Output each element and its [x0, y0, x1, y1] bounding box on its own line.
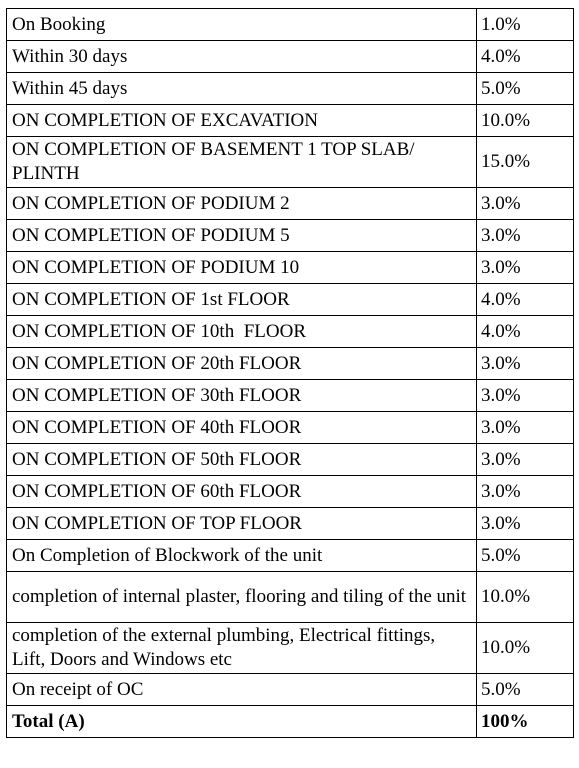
stage-cell: On receipt of OC	[7, 674, 477, 706]
payment-schedule-table	[6, 8, 574, 738]
percent-cell: 3.0%	[477, 412, 574, 444]
stage-cell: Within 30 days	[7, 41, 477, 73]
table-row	[7, 444, 574, 476]
percent-cell: 3.0%	[477, 444, 574, 476]
table-row	[7, 220, 574, 252]
percent-cell: 3.0%	[477, 220, 574, 252]
table-row	[7, 508, 574, 540]
percent-cell: 5.0%	[477, 73, 574, 105]
stage-cell: ON COMPLETION OF 50th FLOOR	[7, 444, 477, 476]
table-row	[7, 188, 574, 220]
stage-cell: ON COMPLETION OF 40th FLOOR	[7, 412, 477, 444]
stage-cell: Within 45 days	[7, 73, 477, 105]
table-row	[7, 9, 574, 41]
table-row	[7, 73, 574, 105]
percent-cell: 1.0%	[477, 9, 574, 41]
stage-cell: On Booking	[7, 9, 477, 41]
percent-cell: 4.0%	[477, 316, 574, 348]
table-row	[7, 412, 574, 444]
stage-cell: ON COMPLETION OF 1st FLOOR	[7, 284, 477, 316]
percent-cell: 3.0%	[477, 252, 574, 284]
table-row	[7, 284, 574, 316]
table-row	[7, 41, 574, 73]
percent-cell: 4.0%	[477, 284, 574, 316]
stage-cell: ON COMPLETION OF PODIUM 10	[7, 252, 477, 284]
table-row	[7, 572, 574, 623]
percent-cell: 10.0%	[477, 105, 574, 137]
table-row	[7, 252, 574, 284]
stage-cell: ON COMPLETION OF 20th FLOOR	[7, 348, 477, 380]
percent-cell: 15.0%	[477, 137, 574, 188]
percent-cell: 3.0%	[477, 348, 574, 380]
stage-cell: completion of the external plumbing, Electrical fittings, Lift, Doors and Windows etc	[7, 623, 477, 674]
stage-cell: On Completion of Blockwork of the unit	[7, 540, 477, 572]
percent-cell: 3.0%	[477, 476, 574, 508]
table-row	[7, 540, 574, 572]
stage-cell: ON COMPLETION OF TOP FLOOR	[7, 508, 477, 540]
table-row	[7, 623, 574, 674]
table-row	[7, 476, 574, 508]
total-label: Total (A)	[7, 706, 477, 738]
stage-cell: ON COMPLETION OF 10th FLOOR	[7, 316, 477, 348]
percent-cell: 3.0%	[477, 188, 574, 220]
table-row	[7, 105, 574, 137]
table-row	[7, 380, 574, 412]
table-row	[7, 348, 574, 380]
stage-cell: ON COMPLETION OF PODIUM 5	[7, 220, 477, 252]
percent-cell: 3.0%	[477, 508, 574, 540]
stage-cell: ON COMPLETION OF 30th FLOOR	[7, 380, 477, 412]
stage-cell: ON COMPLETION OF PODIUM 2	[7, 188, 477, 220]
stage-cell: ON COMPLETION OF 60th FLOOR	[7, 476, 477, 508]
stage-cell: ON COMPLETION OF BASEMENT 1 TOP SLAB/ PLINTH	[7, 137, 477, 188]
table-row	[7, 674, 574, 706]
percent-cell: 4.0%	[477, 41, 574, 73]
total-percent: 100%	[477, 706, 574, 738]
stage-cell: completion of internal plaster, flooring and tiling of the unit	[7, 572, 477, 623]
percent-cell: 5.0%	[477, 674, 574, 706]
percent-cell: 5.0%	[477, 540, 574, 572]
table-row	[7, 137, 574, 188]
percent-cell: 10.0%	[477, 623, 574, 674]
percent-cell: 10.0%	[477, 572, 574, 623]
table-row	[7, 316, 574, 348]
total-row	[7, 706, 574, 738]
percent-cell: 3.0%	[477, 380, 574, 412]
stage-cell: ON COMPLETION OF EXCAVATION	[7, 105, 477, 137]
